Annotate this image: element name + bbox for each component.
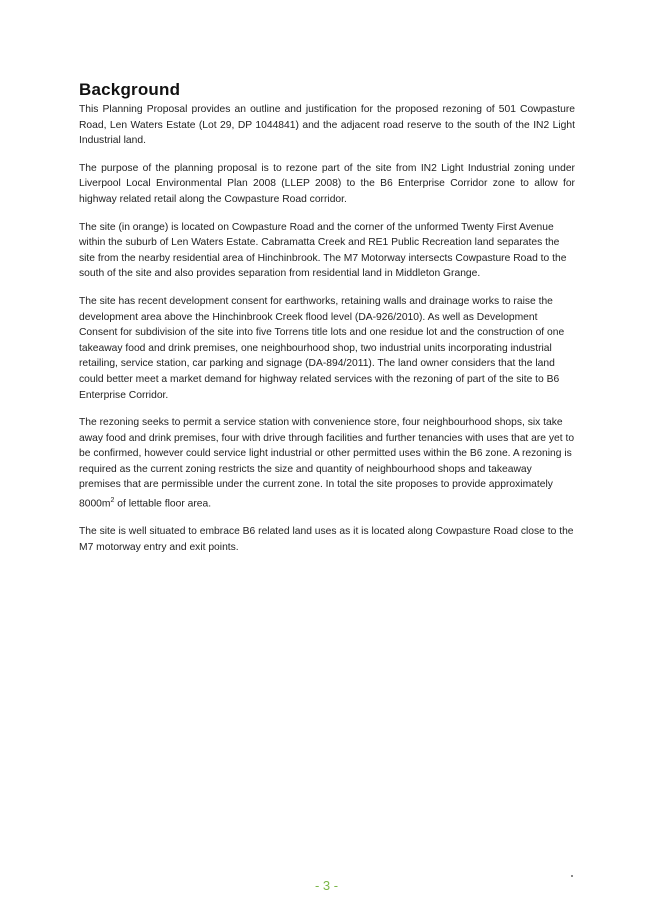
paragraph-5 — [79, 415, 575, 512]
paragraph-5-text: The rezoning seeks to permit a service station with convenience store, four neighbourhood shops, six take away food and drink premises, four with drive through facilities and further tenancies with uses that are yet to be confirmed, however could service light industrial or other permitted uses within the B6 zone. A rezoning is required as the current zoning restricts the size and quantity of neighbourhood shops and takeaway premises that are permissible under the current zone. In total the site proposes to provide approximately — [79, 417, 575, 491]
paragraph-6: The site is well situated to embrace B6 related land uses as it is located along Cowpasture Road close to the M7 motorway entry and exit points. — [79, 526, 574, 553]
page-content — [79, 80, 575, 567]
section-heading: Background — [79, 80, 181, 99]
paragraph-1: This Planning Proposal provides an outline and justification for the proposed rezoning of 501 Cowpasture Road, Len Waters Estate (Lot 29, DP 1044841) and the adjacent road reserve to the south of the IN2 Light Industrial land. — [79, 104, 575, 147]
area-superscript: 2 — [110, 497, 115, 505]
area-value: 8000m — [79, 498, 111, 510]
paragraph-2: The purpose of the planning proposal is to rezone part of the site from IN2 Light Industrial zoning under Liverpool Local Environmental Plan 2008 (LLEP 2008) to the B6 Enterprise Corridor zone to allow for highway related retail along the Cowpasture Road corridor. — [79, 162, 575, 205]
stray-mark — [571, 875, 573, 877]
page-number: - 3 - — [314, 878, 339, 893]
area-suffix: of lettable floor area. — [114, 498, 212, 510]
paragraph-3: The site (in orange) is located on Cowpasture Road and the corner of the unformed Twenty First Avenue within the suburb of Len Waters Estate. Cabramatta Creek and RE1 Public Recreation land separates the site from the nearby residential area of Hinchinbrook. The M7 Motorway intersects Cowpasture Road to the south of the site and also provides separation from residential land in Middleton Grange. — [79, 221, 567, 280]
paragraph-4: The site has recent development consent for earthworks, retaining walls and drainage works to raise the development area above the Hinchinbrook Creek flood level (DA-926/2010). As well as Development Consent for subdivision of the site into five Torrens title lots and one residue lot and the construction of one takeaway food and drink premises, one neighbourhood shop, two industrial units incorporating industrial retailing, service station, car parking and signage (DA-894/2011). The land owner considers that the land could better meet a market demand for highway related services with the rezoning of part of the site to B6 Enterprise Corridor. — [79, 295, 565, 401]
